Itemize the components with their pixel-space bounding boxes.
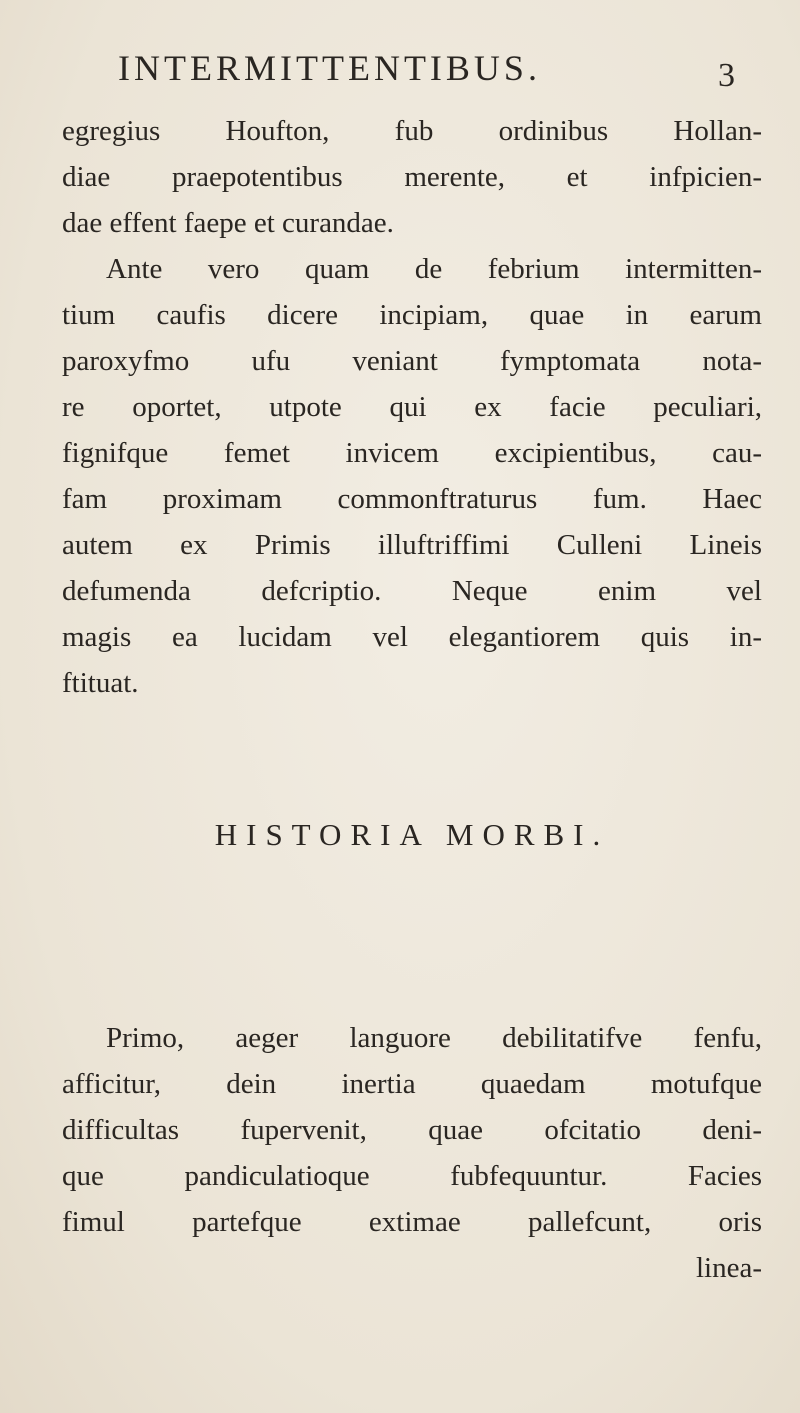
catchword: linea- [695,1252,762,1284]
running-title: INTERMITTENTIBUS. [118,48,541,88]
text-line: re oportet, utpote qui ex facie peculiari, [62,391,762,423]
text-line: que pandiculatioque fubfequuntur. Facies [62,1160,762,1192]
text-line: magis ea lucidam vel elegantiorem quis in- [62,621,762,653]
text-line: fimul partefque extimae pallefcunt, oris [62,1206,762,1238]
text-line: fam proximam commonftraturus fum. Haec [62,483,762,515]
text-line: dae effent faepe et curandae. [62,207,394,239]
text-line: difficultas fupervenit, quae ofcitatio deni- [62,1114,762,1146]
paragraph-continued [62,108,762,246]
section-heading: HISTORIA MORBI. [214,817,610,852]
text-line: tium caufis dicere incipiam, quae in earum [62,299,762,331]
page-number: 3 [718,57,735,94]
text-line: afficitur, dein inertia quaedam motufque [62,1068,762,1100]
paragraph-history [62,1015,762,1291]
text-line: Primo, aeger languore debilitatifve fenfu, [106,1022,762,1054]
text-line: Ante vero quam de febrium intermitten- [106,253,762,285]
text-line: defumenda defcriptio. Neque enim vel [62,575,762,607]
text-line: ftituat. [62,667,139,699]
text-line: diae praepotentibus merente, et infpicien- [62,161,762,193]
text-line: egregius Houfton, fub ordinibus Hollan- [62,115,762,147]
paragraph-intro [62,246,762,706]
text-line: autem ex Primis illuftriffimi Culleni Lineis [62,529,762,561]
text-line: fignifque femet invicem excipientibus, cau- [62,437,762,469]
text-line: paroxyfmo ufu veniant fymptomata nota- [62,345,762,377]
